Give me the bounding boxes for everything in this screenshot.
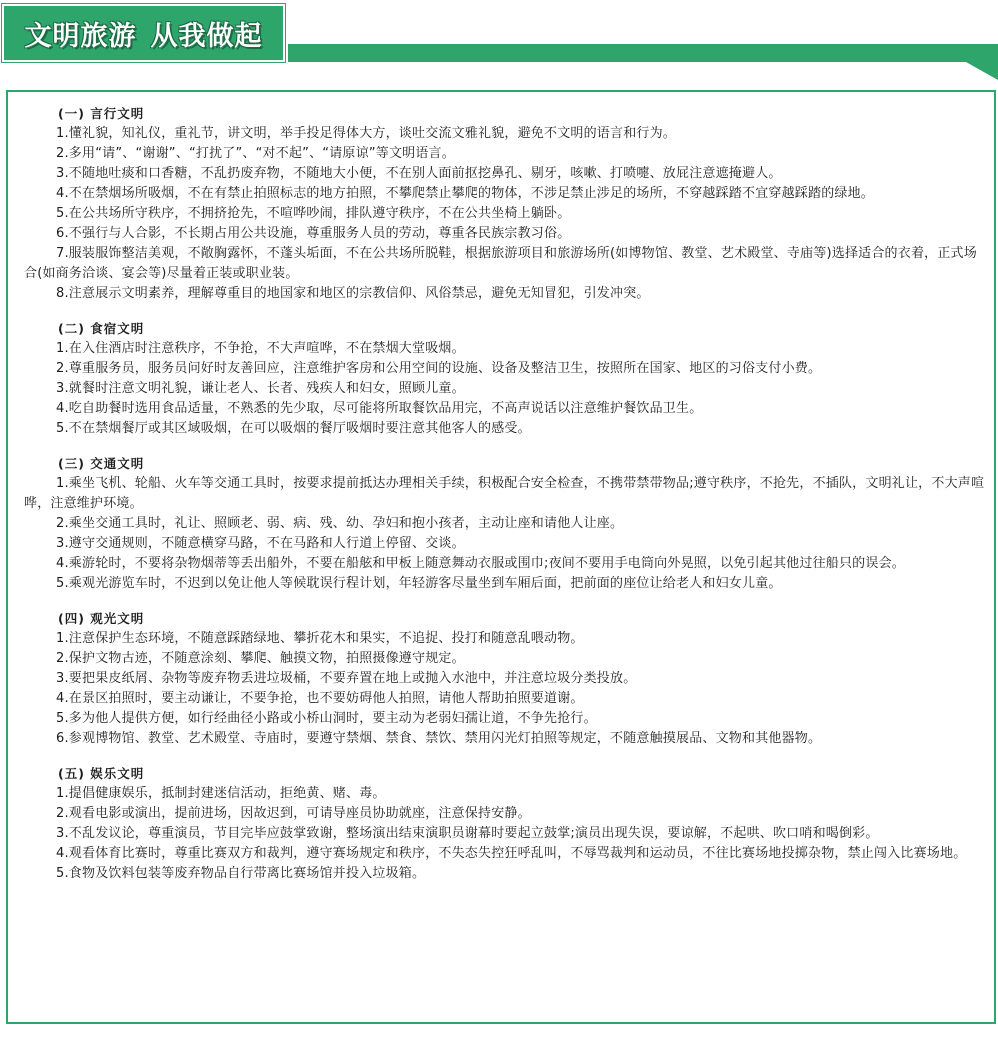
section <box>24 454 988 594</box>
page-title-part2: 从我做起 <box>150 20 263 52</box>
section-item: 2.尊重服务员，服务员问好时友善回应，注意维护客房和公用空间的设施、设备及整洁卫生，按照所在国家、地区的习俗支付小费。 <box>56 361 822 376</box>
header-banner <box>0 0 998 80</box>
section-item: 4.观看体育比赛时，尊重比赛双方和裁判，遵守赛场规定和秩序，不失态失控狂呼乱叫，不辱骂裁判和运动员，不往比赛场地投掷杂物，禁止闯入比赛场地。 <box>56 846 967 861</box>
section-item: 1.乘坐飞机、轮船、火车等交通工具时，按要求提前抵达办理相关手续，积极配合安全检查，不携带禁带物品;遵守秩序，不抢先，不插队，文明礼让，不大声喧哗，注意维护环境。 <box>24 476 985 511</box>
section-item: 3.不乱发议论，尊重演员，节目完毕应鼓掌致谢，整场演出结束演职员谢幕时要起立鼓掌;演员出现失误，要谅解，不起哄、吹口哨和喝倒彩。 <box>56 826 879 841</box>
section-item: 2.观看电影或演出，提前进场，因故迟到，可请导座员协助就座，注意保持安静。 <box>56 806 531 821</box>
section-item: 7.服装服饰整洁美观，不敞胸露怀，不蓬头垢面，不在公共场所脱鞋，根据旅游项目和旅游场所(如博物馆、教堂、艺术殿堂、寺庙等)选择适合的衣着，正式场合(如商务洽谈、宴会等)尽量着正装或职业装。 <box>24 246 977 281</box>
page-title <box>25 14 263 53</box>
section-item: 6.参观博物馆、教堂、艺术殿堂、寺庙时，要遵守禁烟、禁食、禁饮、禁用闪光灯拍照等规定，不随意触摸展品、文物和其他器物。 <box>56 731 822 746</box>
title-box <box>2 4 285 62</box>
section-item: 2.乘坐交通工具时，礼让、照顾老、弱、病、残、幼、孕妇和抱小孩者，主动让座和请他人让座。 <box>56 516 624 531</box>
section-item: 3.遵守交通规则，不随意横穿马路，不在马路和人行道上停留、交谈。 <box>56 536 465 551</box>
section-item: 4.乘游轮时，不要将杂物烟蒂等丢出船外，不要在船舷和甲板上随意舞动衣服或围巾;夜间不要用手电筒向外晃照，以免引起其他过往船只的误会。 <box>56 556 905 571</box>
section-title: (一) 言行文明 <box>58 106 145 121</box>
section-item: 2.多用“请”、“谢谢”、“打扰了”、“对不起”、“请原谅”等文明语言。 <box>56 146 455 161</box>
section-item: 5.乘观光游览车时，不迟到以免让他人等候耽误行程计划，年轻游客尽量坐到车厢后面，把前面的座位让给老人和妇女儿童。 <box>56 576 782 591</box>
header-accent-bar <box>288 44 998 62</box>
section-item: 3.就餐时注意文明礼貌，谦让老人、长者、残疾人和妇女，照顾儿童。 <box>56 381 465 396</box>
section-item: 1.懂礼貌，知礼仪，重礼节，讲文明，举手投足得体大方，谈吐交流文雅礼貌，避免不文明的语言和行为。 <box>56 126 677 141</box>
section-title: (五) 娱乐文明 <box>58 766 145 781</box>
section-item: 3.要把果皮纸屑、杂物等废弃物丢进垃圾桶，不要弃置在地上或抛入水池中，并注意垃圾分类投放。 <box>56 671 637 686</box>
section-item: 4.在景区拍照时，要主动谦让，不要争抢，也不要妨碍他人拍照，请他人帮助拍照要道谢。 <box>56 691 584 706</box>
section-item: 2.保护文物古迹，不随意涂刻、攀爬、触摸文物，拍照摄像遵守规定。 <box>56 651 465 666</box>
content-box <box>6 90 996 1024</box>
section-item: 4.不在禁烟场所吸烟，不在有禁止拍照标志的地方拍照，不攀爬禁止攀爬的物体，不涉足禁止涉足的场所，不穿越踩踏不宜穿越踩踏的绿地。 <box>56 186 875 201</box>
section <box>24 609 988 749</box>
section-item: 1.提倡健康娱乐，抵制封建迷信活动，拒绝黄、赌、毒。 <box>56 786 386 801</box>
section-title: (二) 食宿文明 <box>58 321 145 336</box>
section <box>24 764 988 884</box>
bottom-bar <box>0 1037 998 1043</box>
section-item: 6.不强行与人合影，不长期占用公共设施，尊重服务人员的劳动，尊重各民族宗教习俗。 <box>56 226 571 241</box>
section-item: 3.不随地吐痰和口香糖，不乱扔废弃物，不随地大小便，不在别人面前抠挖鼻孔、剔牙，咳嗽、打喷嚏、放屁注意遮掩避人。 <box>56 166 782 181</box>
section <box>24 319 988 439</box>
section-title: (四) 观光文明 <box>58 611 145 626</box>
section-item: 1.在入住酒店时注意秩序，不争抢，不大声喧哗，不在禁烟大堂吸烟。 <box>56 341 465 356</box>
section-item: 5.多为他人提供方便，如行经曲径小路或小桥山洞时，要主动为老弱妇孺让道，不争先抢行。 <box>56 711 597 726</box>
page-title-part1: 文明旅游 <box>24 20 137 52</box>
section <box>24 104 988 304</box>
section-item: 4.吃自助餐时选用食品适量，不熟悉的先少取，尽可能将所取餐饮品用完，不高声说话以注意维护餐饮品卫生。 <box>56 401 703 416</box>
section-item: 5.在公共场所守秩序，不拥挤抢先，不喧哗吵闹，排队遵守秩序，不在公共坐椅上躺卧。 <box>56 206 571 221</box>
section-item: 5.不在禁烟餐厅或其区域吸烟，在可以吸烟的餐厅吸烟时要注意其他客人的感受。 <box>56 421 531 436</box>
section-title: (三) 交通文明 <box>58 456 145 471</box>
section-item: 5.食物及饮料包装等废弃物品自行带离比赛场馆并投入垃圾箱。 <box>56 866 426 881</box>
section-item: 1.注意保护生态环境，不随意踩踏绿地、攀折花木和果实，不追捉、投打和随意乱喂动物。 <box>56 631 584 646</box>
header-accent-triangle <box>966 62 998 80</box>
section-item: 8.注意展示文明素养，理解尊重目的地国家和地区的宗教信仰、风俗禁忌，避免无知冒犯，引发冲突。 <box>56 286 650 301</box>
